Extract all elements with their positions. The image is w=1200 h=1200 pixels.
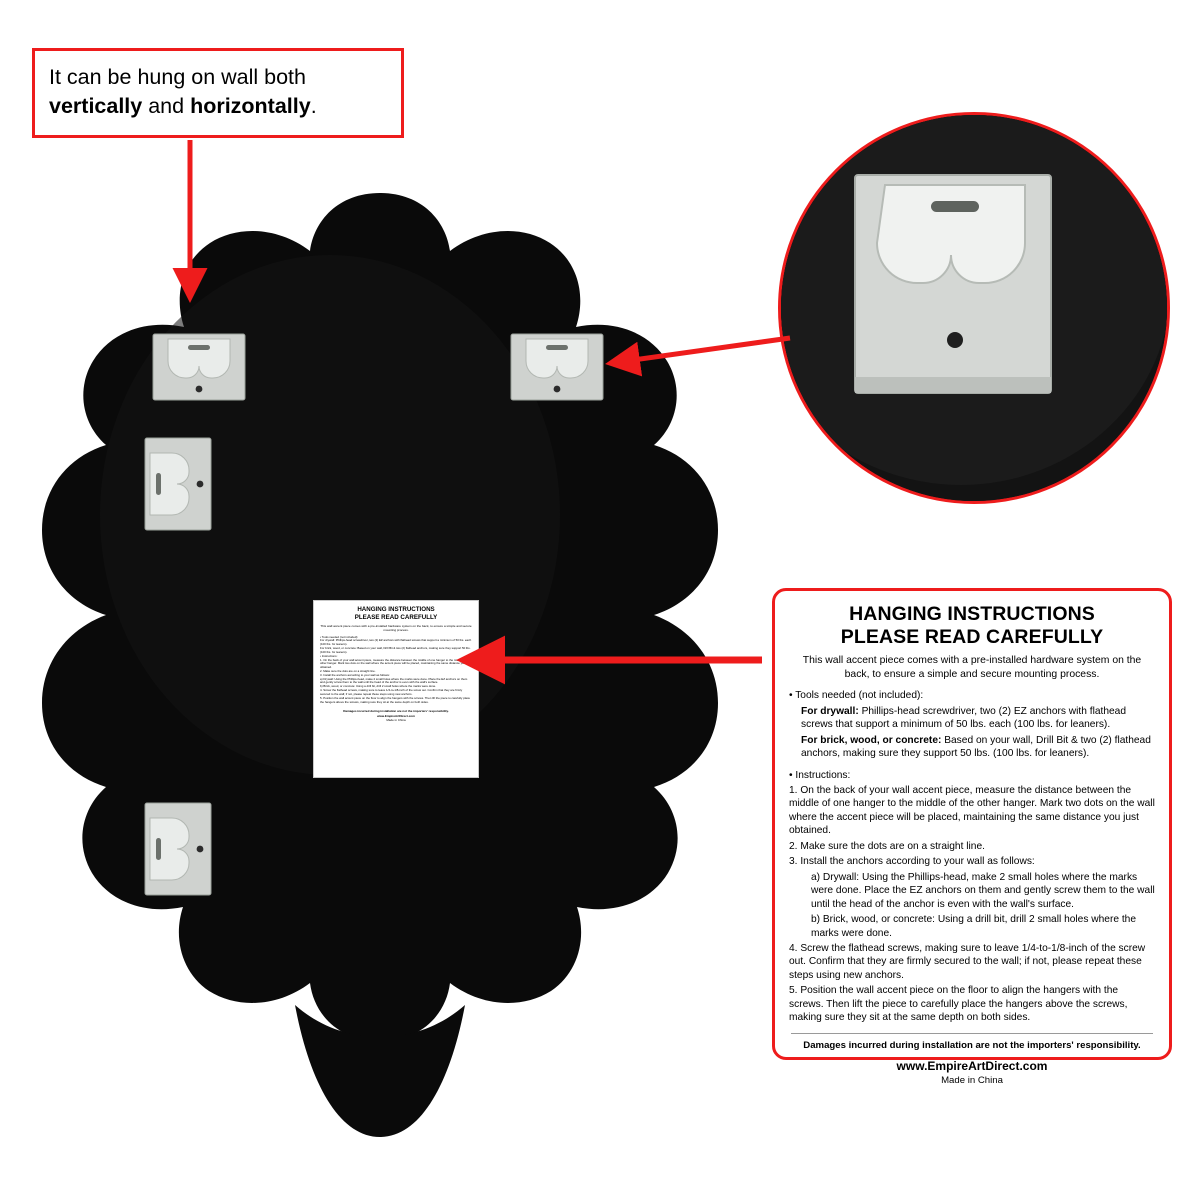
hanger-left-lower [144,802,212,896]
instructions-tools-header: • Tools needed (not included): [789,690,924,702]
instructions-title-line2: PLEASE READ CAREFULLY [840,625,1104,648]
plaque-label-url: www.EmpireArtDirect.com [377,713,415,718]
callout-period: . [310,94,317,119]
plaque-label-step-3: 3. Install the anchors according to your wall as follows: [320,672,390,677]
instructions-tools-drywall-text: Phillips-head screwdriver, two (2) EZ anchors with flathead screws that support a minimum of 50 lbs. each (100 lbs. for leaners). [801,705,1127,731]
callout-bold-vertical: vertically [49,94,143,119]
hanger-closeup [855,175,1051,393]
plaque-label-tools-brick: For brick, wood, or concrete: Based on your wall, Drill Bit & two (2) flathead anchors, making sure they support 50 lbs. (100 lbs. for leaners). [320,646,471,654]
instructions-url: www.EmpireArtDirect.com [896,1059,1048,1074]
plaque-label-step-5: 5. Position the wall accent piece on the floor to align the hangers with the screws. Then lift the piece to carefully place the hangers above the screws, making sure they sit at the same depth on both sides. [320,695,471,704]
instructions-tools-brick-label: For brick, wood, or concrete: [801,734,942,746]
plaque-label-origin: Made in China [386,717,406,722]
instructions-title-line1: HANGING INSTRUCTIONS [849,603,1095,625]
hanger-top-right [510,333,604,401]
hanger-top-left [152,333,246,401]
instructions-step-1: 1. On the back of your wall accent piece, measure the distance between the middle of one hanger to the middle of the other hanger. Mark two dots on the wall where the accent piece will be placed, maintaining the same distance you just obtained. [789,784,1155,837]
plaque-label-step-1: 1. On the back of your wall accent piece, measure the distance between the middle of one hanger to the middle of the other hanger. Mark two dots on the wall where the accent piece will be placed, maintaining the same distance you just obtained. [320,657,471,670]
instructions-tools-drywall-label: For drywall: [801,705,859,717]
instructions-step-3a: a) Drywall: Using the Phillips-head, make 2 small holes where the marks were done. Place the EZ anchors on them and gently screw them to the wall until the head of the anchor is even with the wall's surface. [811,871,1155,910]
instructions-step-3b: b) Brick, wood, or concrete: Using a drill bit, drill 2 small holes where the marks were done. [811,914,1137,939]
instructions-damages-note: Damages incurred during installation are not the importers' responsibility. [803,1039,1141,1051]
plaque-label-step-3b: b) Brick, wood, or concrete: Using a drill bit, drill 2 small holes where the marks were done. [320,684,436,689]
plaque-label-instructions-header: • Instructions: [320,653,338,658]
hanger-left-upper [144,437,212,531]
plaque-label-step-3a: a) Drywall: Using the Phillips-head, make 2 small holes where the marks were done. Place the EZ anchors on them and gently screw them to the wall until the head of the anchor is even with the wall's surface. [320,676,468,685]
plaque-label-step-4: 4. Screw the flathead screws, making sure to leave 1/4-to-1/8-inch of the screw out. Confirm that they are firmly secured to the wall; if not, please repeat these steps using new anchors. [320,688,463,696]
instructions-step-5: 5. Position the wall accent piece on the floor to align the hangers with the screws. Then lift the piece to carefully place the hangers above the screws, making sure they sit at the same depth on both sides. [789,985,1128,1024]
instructions-subtitle: This wall accent piece comes with a pre-installed hardware system on the back, to ensure a simple and secure mounting process. [802,655,1142,680]
instructions-step-2: 2. Make sure the dots are on a straight line. [789,840,985,852]
plaque-instruction-label [313,600,479,778]
instructions-tools-brick-text: Based on your wall, Drill Bit & two (2) flathead anchors, making sure they support 50 lbs. (100 lbs. for leaners). [801,734,1151,760]
plaque-label-subtitle: This wall accent piece comes with a pre-installed hardware system on the back, to ensure a simple and secure mounting process. [320,623,472,632]
callout-joiner: and [142,94,191,119]
callout-line1: It can be hung on wall both [49,65,306,89]
instructions-step-4: 4. Screw the flathead screws, making sure to leave 1/4-to-1/8-inch of the screw out. Confirm that they are firmly secured to the wall; if not, please repeat these steps using new anchors. [789,942,1146,981]
plaque-label-title-line2: PLEASE READ CAREFULLY [354,613,438,621]
plaque-label-tools-header: • Tools needed (not included): [320,634,359,639]
plaque-label-damages: Damages incurred during installation are not the importers' responsibility. [343,709,449,714]
instructions-panel [772,588,1172,1087]
hardware-zoom-circle [778,112,1170,504]
plaque-label-step-2: 2. Make sure the dots are on a straight line. [320,668,376,673]
plaque-label-tools-drywall: For drywall: Phillips-head screwdriver, two (2) EZ anchors with flathead screws that support a minimum of 50 lbs. each (100 lbs. for leaners). [320,638,472,647]
instructions-divider [791,1033,1153,1034]
instructions-origin: Made in China [941,1075,1003,1087]
plaque-label-title-line1: HANGING INSTRUCTIONS [357,606,435,613]
callout-orientation [32,48,404,138]
instructions-steps-header: • Instructions: [789,769,851,781]
callout-bold-horizontal: horizontally [190,94,311,119]
instructions-step-3: 3. Install the anchors according to your wall as follows: [789,856,1035,868]
